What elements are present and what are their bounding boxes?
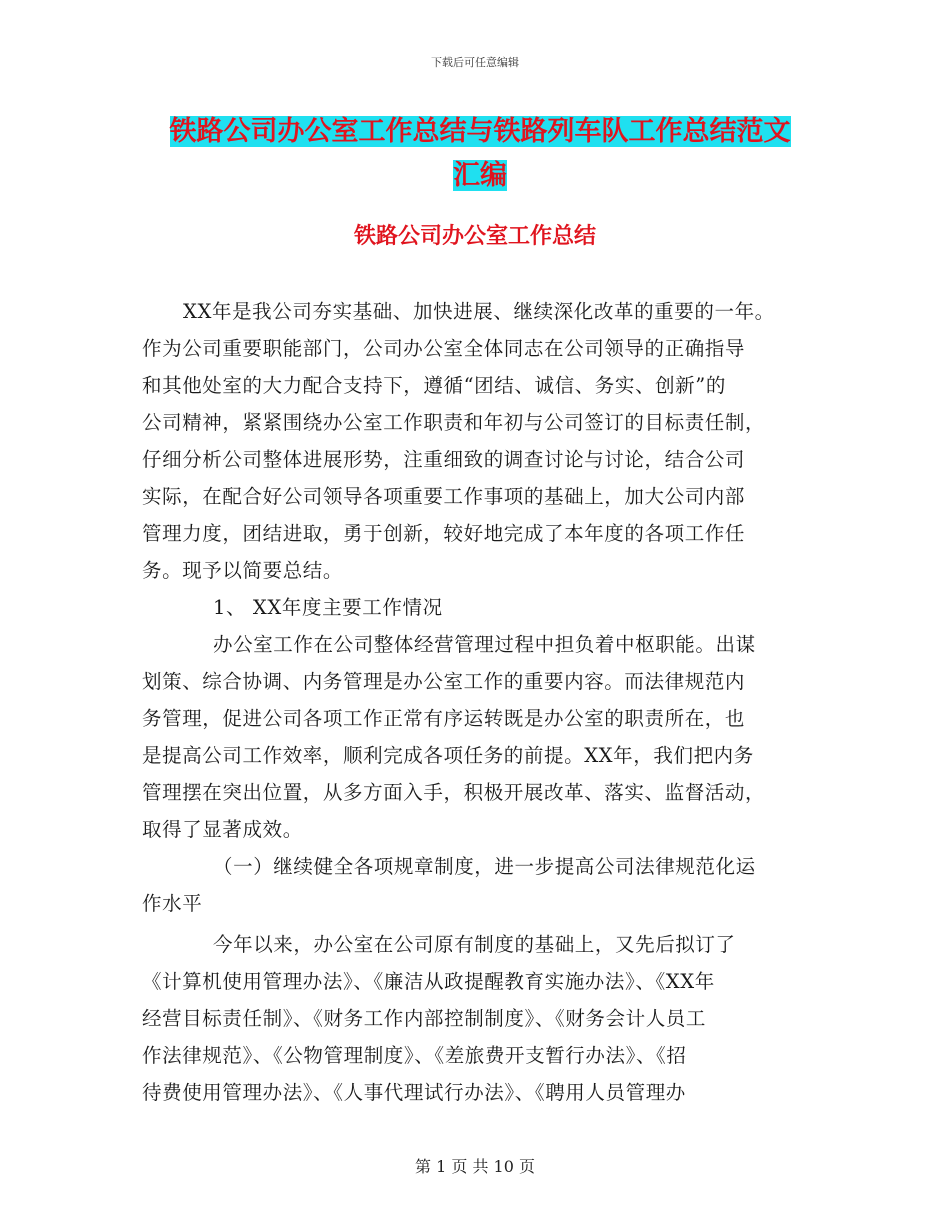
page-footer: 第 1 页 共 10 页: [415, 1157, 535, 1176]
text-line-3: 和其他处室的大力配合支持下，遵循“团结、诚信、务实、创新”的: [142, 374, 726, 397]
text-line-5: 仔细分析公司整体进展形势，注重细致的调查讨论与讨论，结合公司: [142, 448, 746, 471]
text-line-20: 经营目标责任制》、《财务工作内部控制制度》、《财务会计人员工: [142, 1007, 707, 1030]
text-line-8: 务。现予以简要总结。: [142, 559, 344, 582]
text-line-21: 作法律规范》、《公物管理制度》、《差旅费开支暂行办法》、《招: [142, 1044, 687, 1067]
text-line-14: 管理摆在突出位置，从多方面入手，积极开展改革、落实、监督活动，: [142, 781, 766, 804]
subheading-2: （一）继续健全各项规章制度，进一步提高公司法律规范化运: [213, 855, 756, 878]
text-line-18: 今年以来，办公室在公司原有制度的基础上，又先后拟订了: [213, 933, 736, 956]
header-note: 下载后可任意编辑: [431, 56, 519, 69]
text-line-13: 是提高公司工作效率，顺利完成各项任务的前提。XX年，我们把内务: [142, 744, 754, 767]
text-line-2: 作为公司重要职能部门，公司办公室全体同志在公司领导的正确指导: [142, 337, 746, 360]
text-line-22: 待费使用管理办法》、《人事代理试行办法》、《聘用人员管理办: [142, 1081, 686, 1104]
section-title: 铁路公司办公室工作总结: [353, 224, 596, 249]
text-line-7: 管理力度，团结进取，勇于创新，较好地完成了本年度的各项工作任: [142, 522, 746, 545]
title-line-1: 铁路公司办公室工作总结与铁路列车队工作总结范文: [169, 116, 791, 147]
text-line-10: 办公室工作在公司整体经营管理过程中担负着中枢职能。出谋: [213, 633, 756, 656]
text-line-11: 划策、综合协调、内务管理是办公室工作的重要内容。而法律规范内: [142, 670, 746, 693]
text-line-1: XX年是我公司夯实基础、加快进展、继续深化改革的重要的一年。: [183, 300, 775, 323]
title-line-2: 汇编: [453, 160, 507, 191]
text-line-12: 务管理，促进公司各项工作正常有序运转既是办公室的职责所在，也: [142, 707, 746, 730]
text-line-19: 《计算机使用管理办法》、《廉洁从政提醒教育实施办法》、《XX年: [142, 970, 715, 993]
text-line-15: 取得了显著成效。: [142, 818, 303, 841]
text-line-6: 实际，在配合好公司领导各项重要工作事项的基础上，加大公司内部: [142, 485, 746, 508]
subheading-1: 1、 XX年度主要工作情况: [213, 596, 443, 619]
text-line-4: 公司精神，紧紧围绕办公室工作职责和年初与公司签订的目标责任制，: [142, 411, 766, 434]
document-title: [150, 110, 810, 198]
text-line-17: 作水平: [142, 892, 203, 915]
